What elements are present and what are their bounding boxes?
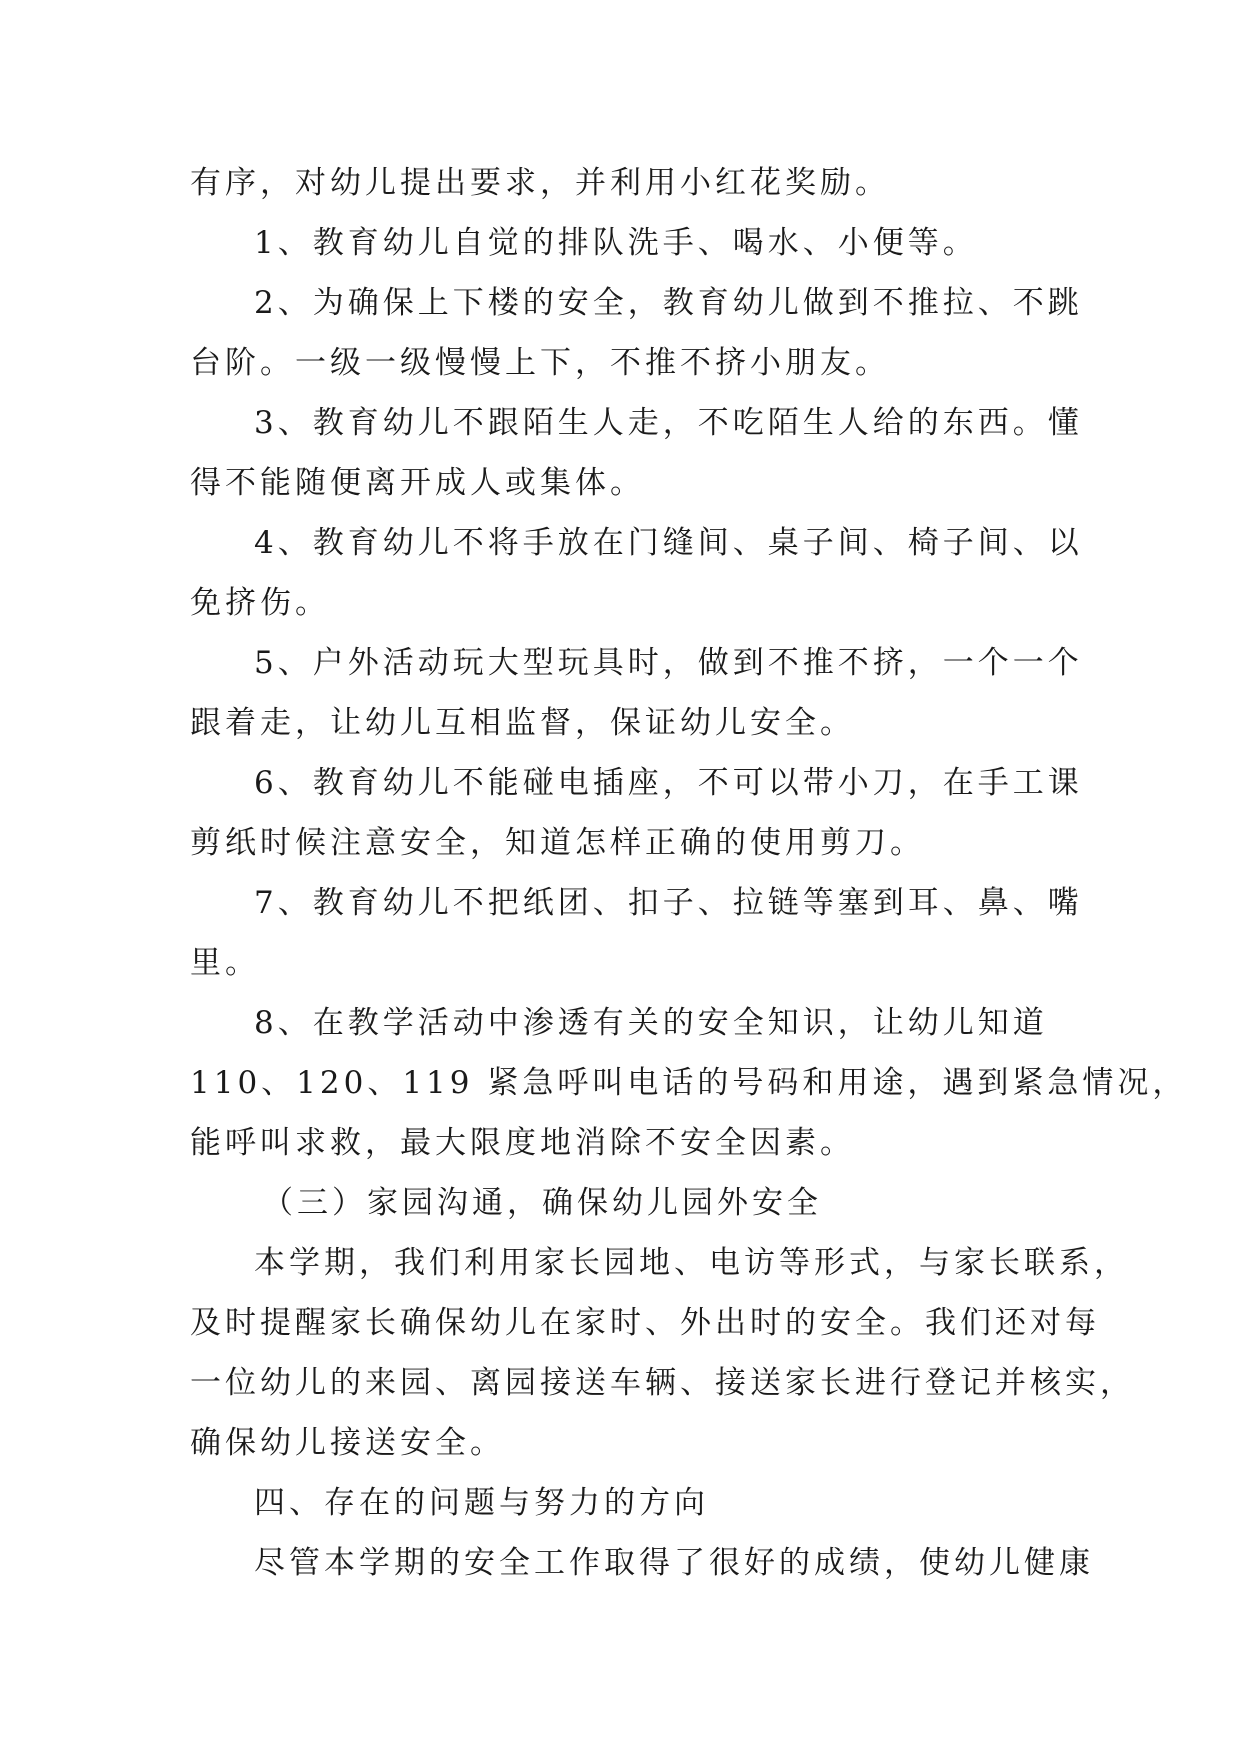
list-item-7: 7、教育幼儿不把纸团、扣子、拉链等塞到耳、鼻、嘴 bbox=[254, 885, 1083, 921]
text-line: 里。 bbox=[190, 945, 260, 981]
text-line: 有序，对幼儿提出要求，并利用小红花奖励。 bbox=[190, 165, 890, 201]
text-line: 一位幼儿的来园、离园接送车辆、接送家长进行登记并核实， bbox=[190, 1365, 1135, 1401]
document-body bbox=[190, 153, 1188, 1593]
text-line: 能呼叫求救，最大限度地消除不安全因素。 bbox=[190, 1125, 855, 1161]
section-heading: 四、存在的问题与努力的方向 bbox=[254, 1485, 709, 1521]
list-item-3: 3、教育幼儿不跟陌生人走，不吃陌生人给的东西。懂 bbox=[254, 405, 1083, 441]
text-line: 剪纸时候注意安全，知道怎样正确的使用剪刀。 bbox=[190, 825, 925, 861]
text-line: 及时提醒家长确保幼儿在家时、外出时的安全。我们还对每 bbox=[190, 1305, 1100, 1341]
list-item-4: 4、教育幼儿不将手放在门缝间、桌子间、椅子间、以 bbox=[254, 525, 1083, 561]
text-line: 110、120、119 紧急呼叫电话的号码和用途，遇到紧急情况， bbox=[190, 1065, 1188, 1101]
paragraph-start: 本学期，我们利用家长园地、电访等形式，与家长联系， bbox=[254, 1245, 1129, 1281]
list-item-1: 1、教育幼儿自觉的排队洗手、喝水、小便等。 bbox=[254, 225, 978, 261]
paragraph-start: 尽管本学期的安全工作取得了很好的成绩，使幼儿健康 bbox=[254, 1545, 1094, 1581]
text-line: 台阶。一级一级慢慢上下，不推不挤小朋友。 bbox=[190, 345, 890, 381]
text-line: 免挤伤。 bbox=[190, 585, 330, 621]
text-line: 确保幼儿接送安全。 bbox=[190, 1425, 505, 1461]
list-item-2: 2、为确保上下楼的安全，教育幼儿做到不推拉、不跳 bbox=[254, 285, 1083, 321]
list-item-8: 8、在教学活动中渗透有关的安全知识，让幼儿知道 bbox=[254, 1005, 1048, 1041]
section-heading: （三）家园沟通，确保幼儿园外安全 bbox=[262, 1185, 822, 1221]
list-item-6: 6、教育幼儿不能碰电插座，不可以带小刀，在手工课 bbox=[254, 765, 1083, 801]
list-item-5: 5、户外活动玩大型玩具时，做到不推不挤，一个一个 bbox=[254, 645, 1083, 681]
text-line: 得不能随便离开成人或集体。 bbox=[190, 465, 645, 501]
text-line: 跟着走，让幼儿互相监督，保证幼儿安全。 bbox=[190, 705, 855, 741]
